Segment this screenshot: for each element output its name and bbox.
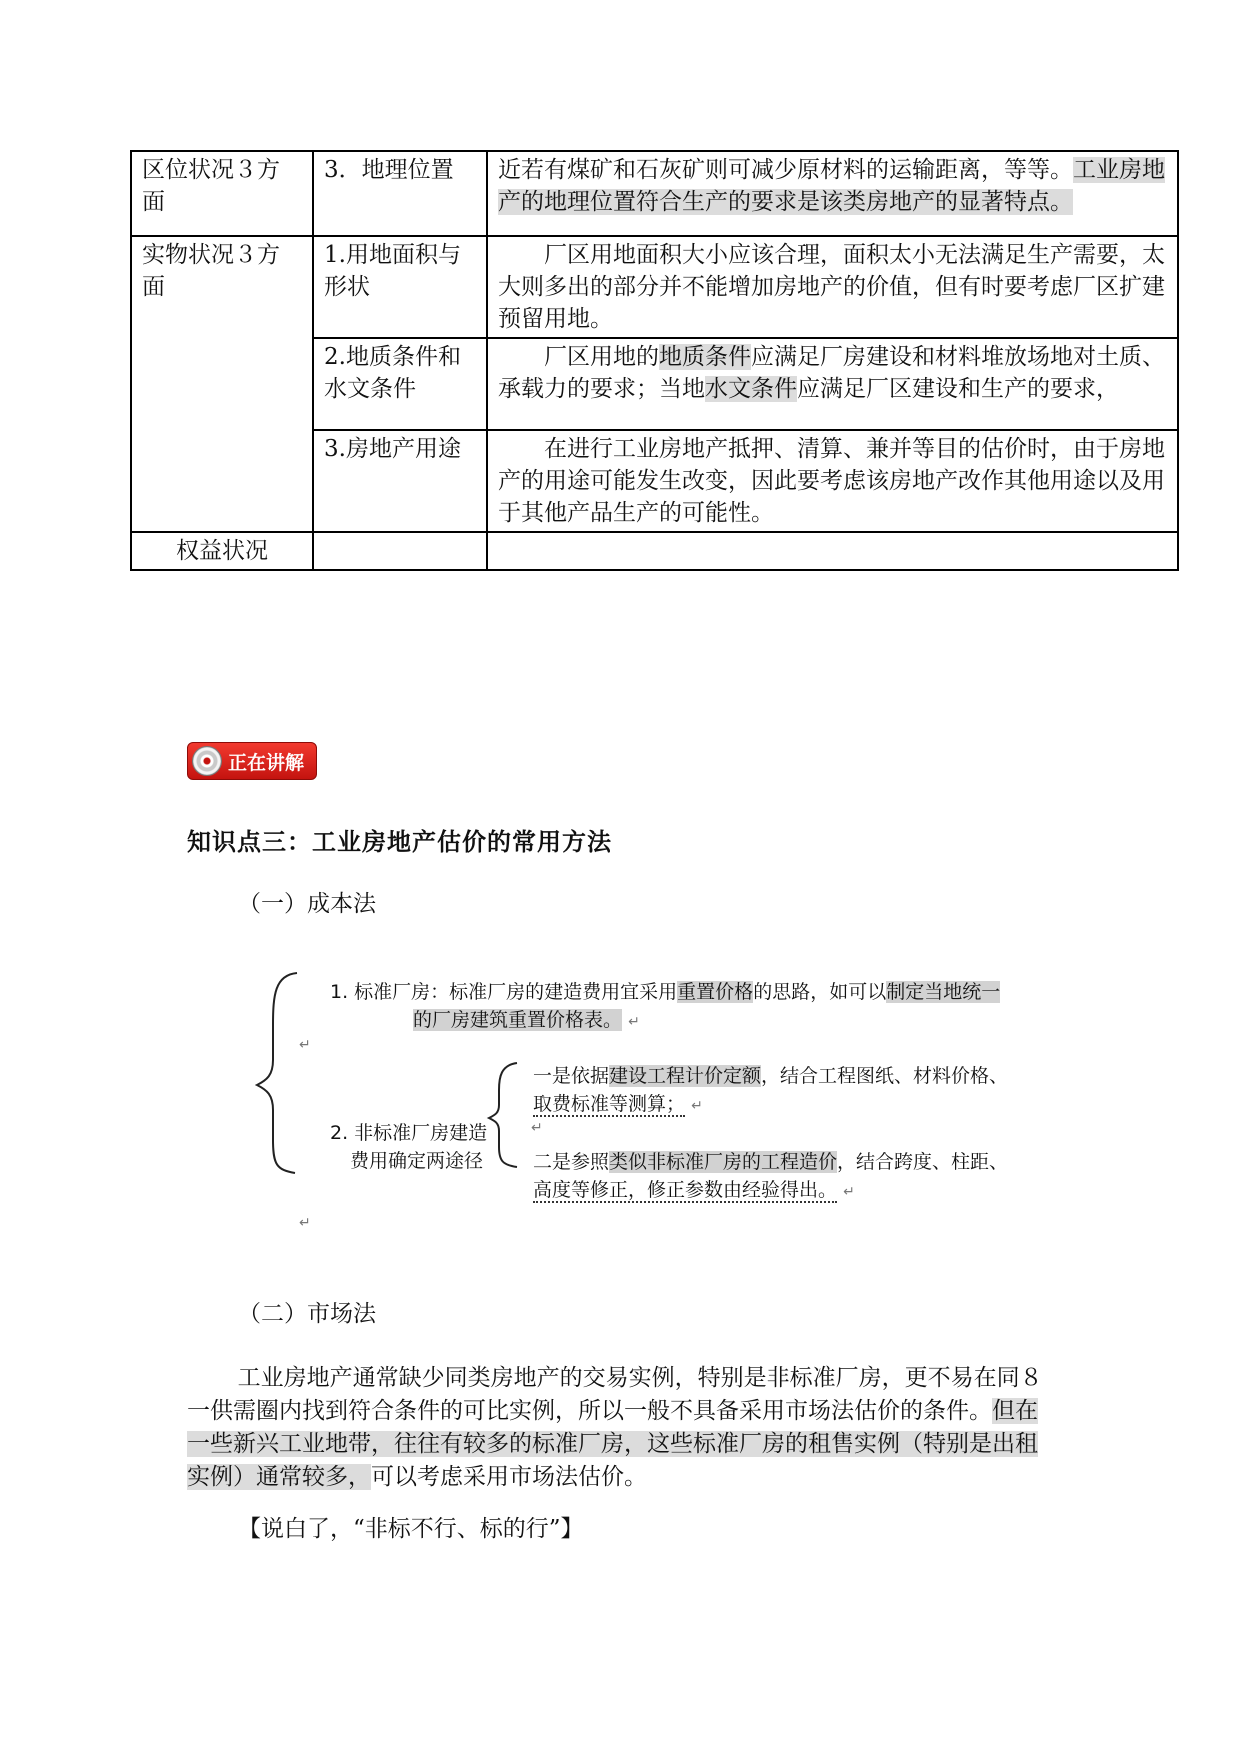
highlighted-text: 重置价格 [677,981,754,1003]
table-cell: 3．地理位置 [313,151,487,236]
table-row [131,151,1178,236]
standard-factory-item-line2 [413,1005,640,1032]
table-row [131,532,1178,570]
way-one-text-line2 [533,1089,703,1116]
item-text: 的思路，如可以 [753,981,887,1003]
highlighted-text: 但在一些新兴工业地带，往往有较多的标准厂房，这些标准厂房的租售实例（特别是出租实例）通常较多， [187,1398,1038,1490]
section-heading-market-method: （二）市场法 [238,1301,376,1327]
table-cell: 3.房地产用途 [313,430,487,532]
highlighted-text: 类似非标准厂房的工程造价 [609,1151,838,1173]
table-cell [487,151,1178,236]
cell-text: 应满足厂区建设和生产的要求， [797,376,1119,402]
return-mark: ↵ [843,1184,855,1200]
table-cell: 区位状况３方面 [131,151,313,236]
paragraph-text: 工业房地产通常缺少同类房地产的交易实例，特别是非标准厂房，更不易在同８一供需圈内找到符合条件的可比实例，所以一般不具备采用市场法估价的条件。 [187,1365,1043,1424]
highlighted-text: 地质条件 [659,344,751,370]
nonstandard-factory-item-line2: 费用确定两途径 [350,1150,484,1172]
highlighted-text: 制定当地统一 [886,981,1001,1003]
item-text: 取费标准等测算； [533,1093,686,1115]
item-text: ，结合跨度、柱距、 [837,1151,1009,1173]
table-cell: 1.用地面积与形状 [313,236,487,338]
highlighted-text: 的厂房建筑重置价格表。 [413,1009,623,1031]
table-cell [487,338,1178,430]
badge-label: 正在讲解 [228,751,305,774]
way-one-text [533,1061,1008,1088]
table-row [131,236,1178,338]
way-two-text-line2 [533,1175,855,1202]
table-cell: 权益状况 [131,532,313,570]
cell-text: 近若有煤矿和石灰矿则可减少原材料的运输距离，等等。 [498,157,1073,183]
return-mark: ↵ [299,1215,311,1231]
cell-text: 厂区用地的 [544,344,659,370]
section-heading-cost-method: （一）成本法 [238,891,376,917]
return-mark: ↵ [299,1037,311,1053]
standard-factory-item [330,977,1000,1004]
table-cell [313,532,487,570]
highlighted-text: 水文条件 [705,376,797,402]
return-mark: ↵ [531,1120,543,1136]
way-two-text [533,1147,1008,1174]
return-mark: ↵ [628,1014,640,1030]
nonstandard-factory-item: 2. 非标准厂房建造 [330,1122,488,1144]
item-text: ，结合工程图纸、材料价格、 [761,1065,1009,1087]
return-mark: ↵ [691,1098,703,1114]
table-cell: 实物状况３方面 [131,236,313,532]
lecture-badge [187,742,317,780]
table-cell: 2.地质条件和水文条件 [313,338,487,430]
paragraph-text: 可以考虑采用市场法估价。 [371,1464,647,1490]
highlighted-text: 建设工程计价定额 [609,1065,762,1087]
table-cell [487,532,1178,570]
summary-note: 【说白了，“非标不行、标的行”】 [238,1516,584,1542]
small-brace-icon [489,1063,517,1167]
item-text: 1. 标准厂房：标准厂房的建造费用宜采用 [330,981,678,1003]
big-brace-icon [257,973,297,1173]
cost-method-diagram [255,965,1055,1245]
item-text: 一是依据 [533,1065,610,1087]
highlighted-text: 工业房地产的地理位置符合生产的要求是该类房地产的显著特点。 [498,157,1165,215]
disc-icon [192,746,222,776]
knowledge-point-title: 知识点三：工业房地产估价的常用方法 [187,828,612,856]
property-factors-table [130,150,1179,571]
market-method-paragraph [187,1362,1052,1494]
table-cell: 厂区用地面积大小应该合理，面积太小无法满足生产需要，太大则多出的部分并不能增加房地产的价值，但有时要考虑厂区扩建预留用地。 [487,236,1178,338]
item-text: 高度等修正，修正参数由经验得出。 [533,1179,838,1201]
cell-text: 应满足厂房建设和材料堆放场地对土质、承载力的要求；当地 [498,344,1165,402]
item-text: 二是参照 [533,1151,610,1173]
table-cell: 在进行工业房地产抵押、清算、兼并等目的估价时，由于房地产的用途可能发生改变，因此要考虑该房地产改作其他用途以及用于其他产品生产的可能性。 [487,430,1178,532]
